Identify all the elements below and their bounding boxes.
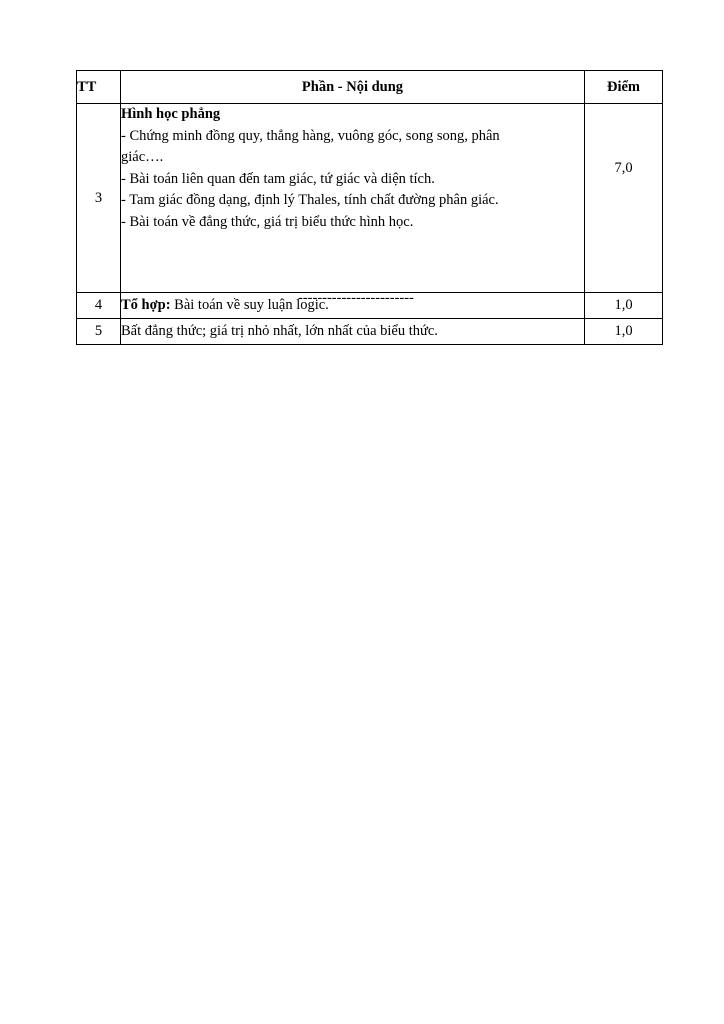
row-number: 3 — [77, 104, 121, 293]
header-score: Điểm — [585, 71, 663, 104]
content-text: Bài toán về suy luận logic. — [170, 296, 329, 313]
table-row — [77, 319, 663, 345]
content-text: Bất đẳng thức; giá trị nhỏ nhất, lớn nhất của biểu thức. — [121, 322, 438, 339]
table-row — [77, 104, 663, 293]
row-score: 1,0 — [585, 293, 663, 319]
row-content — [121, 104, 585, 293]
row-number: 4 — [77, 293, 121, 319]
row-score: 7,0 — [585, 104, 663, 293]
content-line: - Chứng minh đồng quy, thẳng hàng, vuông góc, song song, phân — [121, 127, 500, 144]
header-content: Phần - Nội dung — [121, 71, 585, 104]
row-score: 1,0 — [585, 319, 663, 345]
header-row — [77, 71, 663, 104]
header-tt: TT — [77, 71, 121, 104]
content-line: giác…. — [121, 149, 164, 165]
section-title: Hình học phẳng — [121, 106, 221, 122]
content-line: - Bài toán liên quan đến tam giác, tứ giác và diện tích. — [121, 170, 435, 187]
row-number: 5 — [77, 319, 121, 345]
row-content — [121, 319, 585, 345]
content-line: - Tam giác đồng dạng, định lý Thales, tính chất đường phân giác. — [121, 192, 499, 208]
content-line: - Bài toán về đẳng thức, giá trị biểu thức hình học. — [121, 213, 414, 230]
end-marker: ------------------------ — [298, 290, 414, 306]
section-label: Tổ hợp: — [121, 296, 171, 313]
